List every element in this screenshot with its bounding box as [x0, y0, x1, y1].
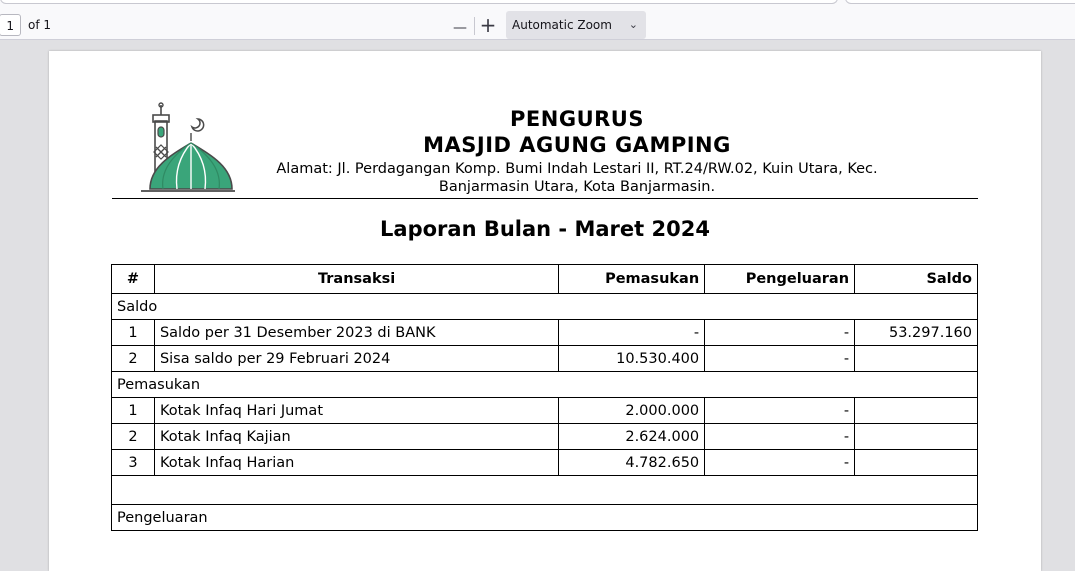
blank-row [112, 476, 978, 505]
cell-balance [855, 346, 978, 372]
ledger-table [111, 264, 978, 531]
org-address-line1: Alamat: Jl. Perdagangan Komp. Bumi Indah Lestari II, RT.24/RW.02, Kuin Utara, Kec. [276, 161, 878, 177]
org-address-line2: Banjarmasin Utara, Kota Banjarmasin. [438, 179, 716, 195]
cell-transaction: Saldo per 31 Desember 2023 di BANK [154, 320, 558, 346]
page-count-label: of 1 [28, 18, 52, 32]
cell-expense: - [705, 450, 855, 476]
cell-transaction: Kotak Infaq Hari Jumat [154, 398, 558, 424]
col-header-expense: Pengeluaran [705, 265, 855, 294]
section-label-pemasukan: Pemasukan [112, 372, 978, 398]
cell-transaction: Sisa saldo per 29 Februari 2024 [154, 346, 558, 372]
blank-cell [112, 476, 978, 505]
find-bar-edge [0, 0, 838, 4]
org-title-line1: PENGURUS [510, 107, 644, 131]
org-title-line2: MASJID AGUNG GAMPING [423, 133, 731, 157]
cell-num: 1 [112, 398, 155, 424]
zoom-select-value: Automatic Zoom [512, 18, 612, 32]
zoom-out-button[interactable] [449, 15, 471, 37]
mosque-icon [137, 101, 237, 197]
col-header-balance: Saldo [855, 265, 978, 294]
document-page [49, 51, 1041, 571]
table-row [112, 346, 978, 372]
cell-income: 10.530.400 [559, 346, 705, 372]
section-row [112, 505, 978, 531]
cell-num: 2 [112, 346, 155, 372]
zoom-separator [474, 17, 475, 35]
cell-num: 1 [112, 320, 155, 346]
cell-expense: - [705, 320, 855, 346]
col-header-income: Pemasukan [559, 265, 705, 294]
page-number-input[interactable]: 1 [0, 14, 21, 36]
cell-balance [855, 424, 978, 450]
table-row [112, 320, 978, 346]
cell-transaction: Kotak Infaq Kajian [154, 424, 558, 450]
zoom-select[interactable] [506, 11, 646, 39]
col-header-transaction: Transaksi [154, 265, 558, 294]
zoom-in-button[interactable] [477, 15, 499, 37]
cell-balance: 53.297.160 [855, 320, 978, 346]
pdf-toolbar [0, 0, 1075, 40]
cell-income: 2.624.000 [559, 424, 705, 450]
cell-income: 4.782.650 [559, 450, 705, 476]
header-divider [112, 198, 978, 199]
toolbar-edge-right [845, 0, 1075, 4]
cell-income: 2.000.000 [559, 398, 705, 424]
table-header-row [112, 265, 978, 294]
minus-icon: — [453, 20, 467, 36]
table-row [112, 398, 978, 424]
cell-expense: - [705, 346, 855, 372]
table-row [112, 450, 978, 476]
section-row [112, 372, 978, 398]
plus-icon: + [479, 13, 497, 37]
cell-num: 2 [112, 424, 155, 450]
section-row [112, 294, 978, 320]
cell-income: - [559, 320, 705, 346]
cell-expense: - [705, 398, 855, 424]
table-row [112, 424, 978, 450]
cell-num: 3 [112, 450, 155, 476]
section-label-pengeluaran: Pengeluaran [112, 505, 978, 531]
cell-transaction: Kotak Infaq Harian [154, 450, 558, 476]
col-header-num: # [112, 265, 155, 294]
report-title: Laporan Bulan - Maret 2024 [380, 217, 710, 241]
chevron-down-icon: ⌄ [628, 18, 638, 31]
cell-expense: - [705, 424, 855, 450]
cell-balance [855, 398, 978, 424]
section-label-saldo: Saldo [112, 294, 978, 320]
cell-balance [855, 450, 978, 476]
organization-header [249, 106, 905, 196]
